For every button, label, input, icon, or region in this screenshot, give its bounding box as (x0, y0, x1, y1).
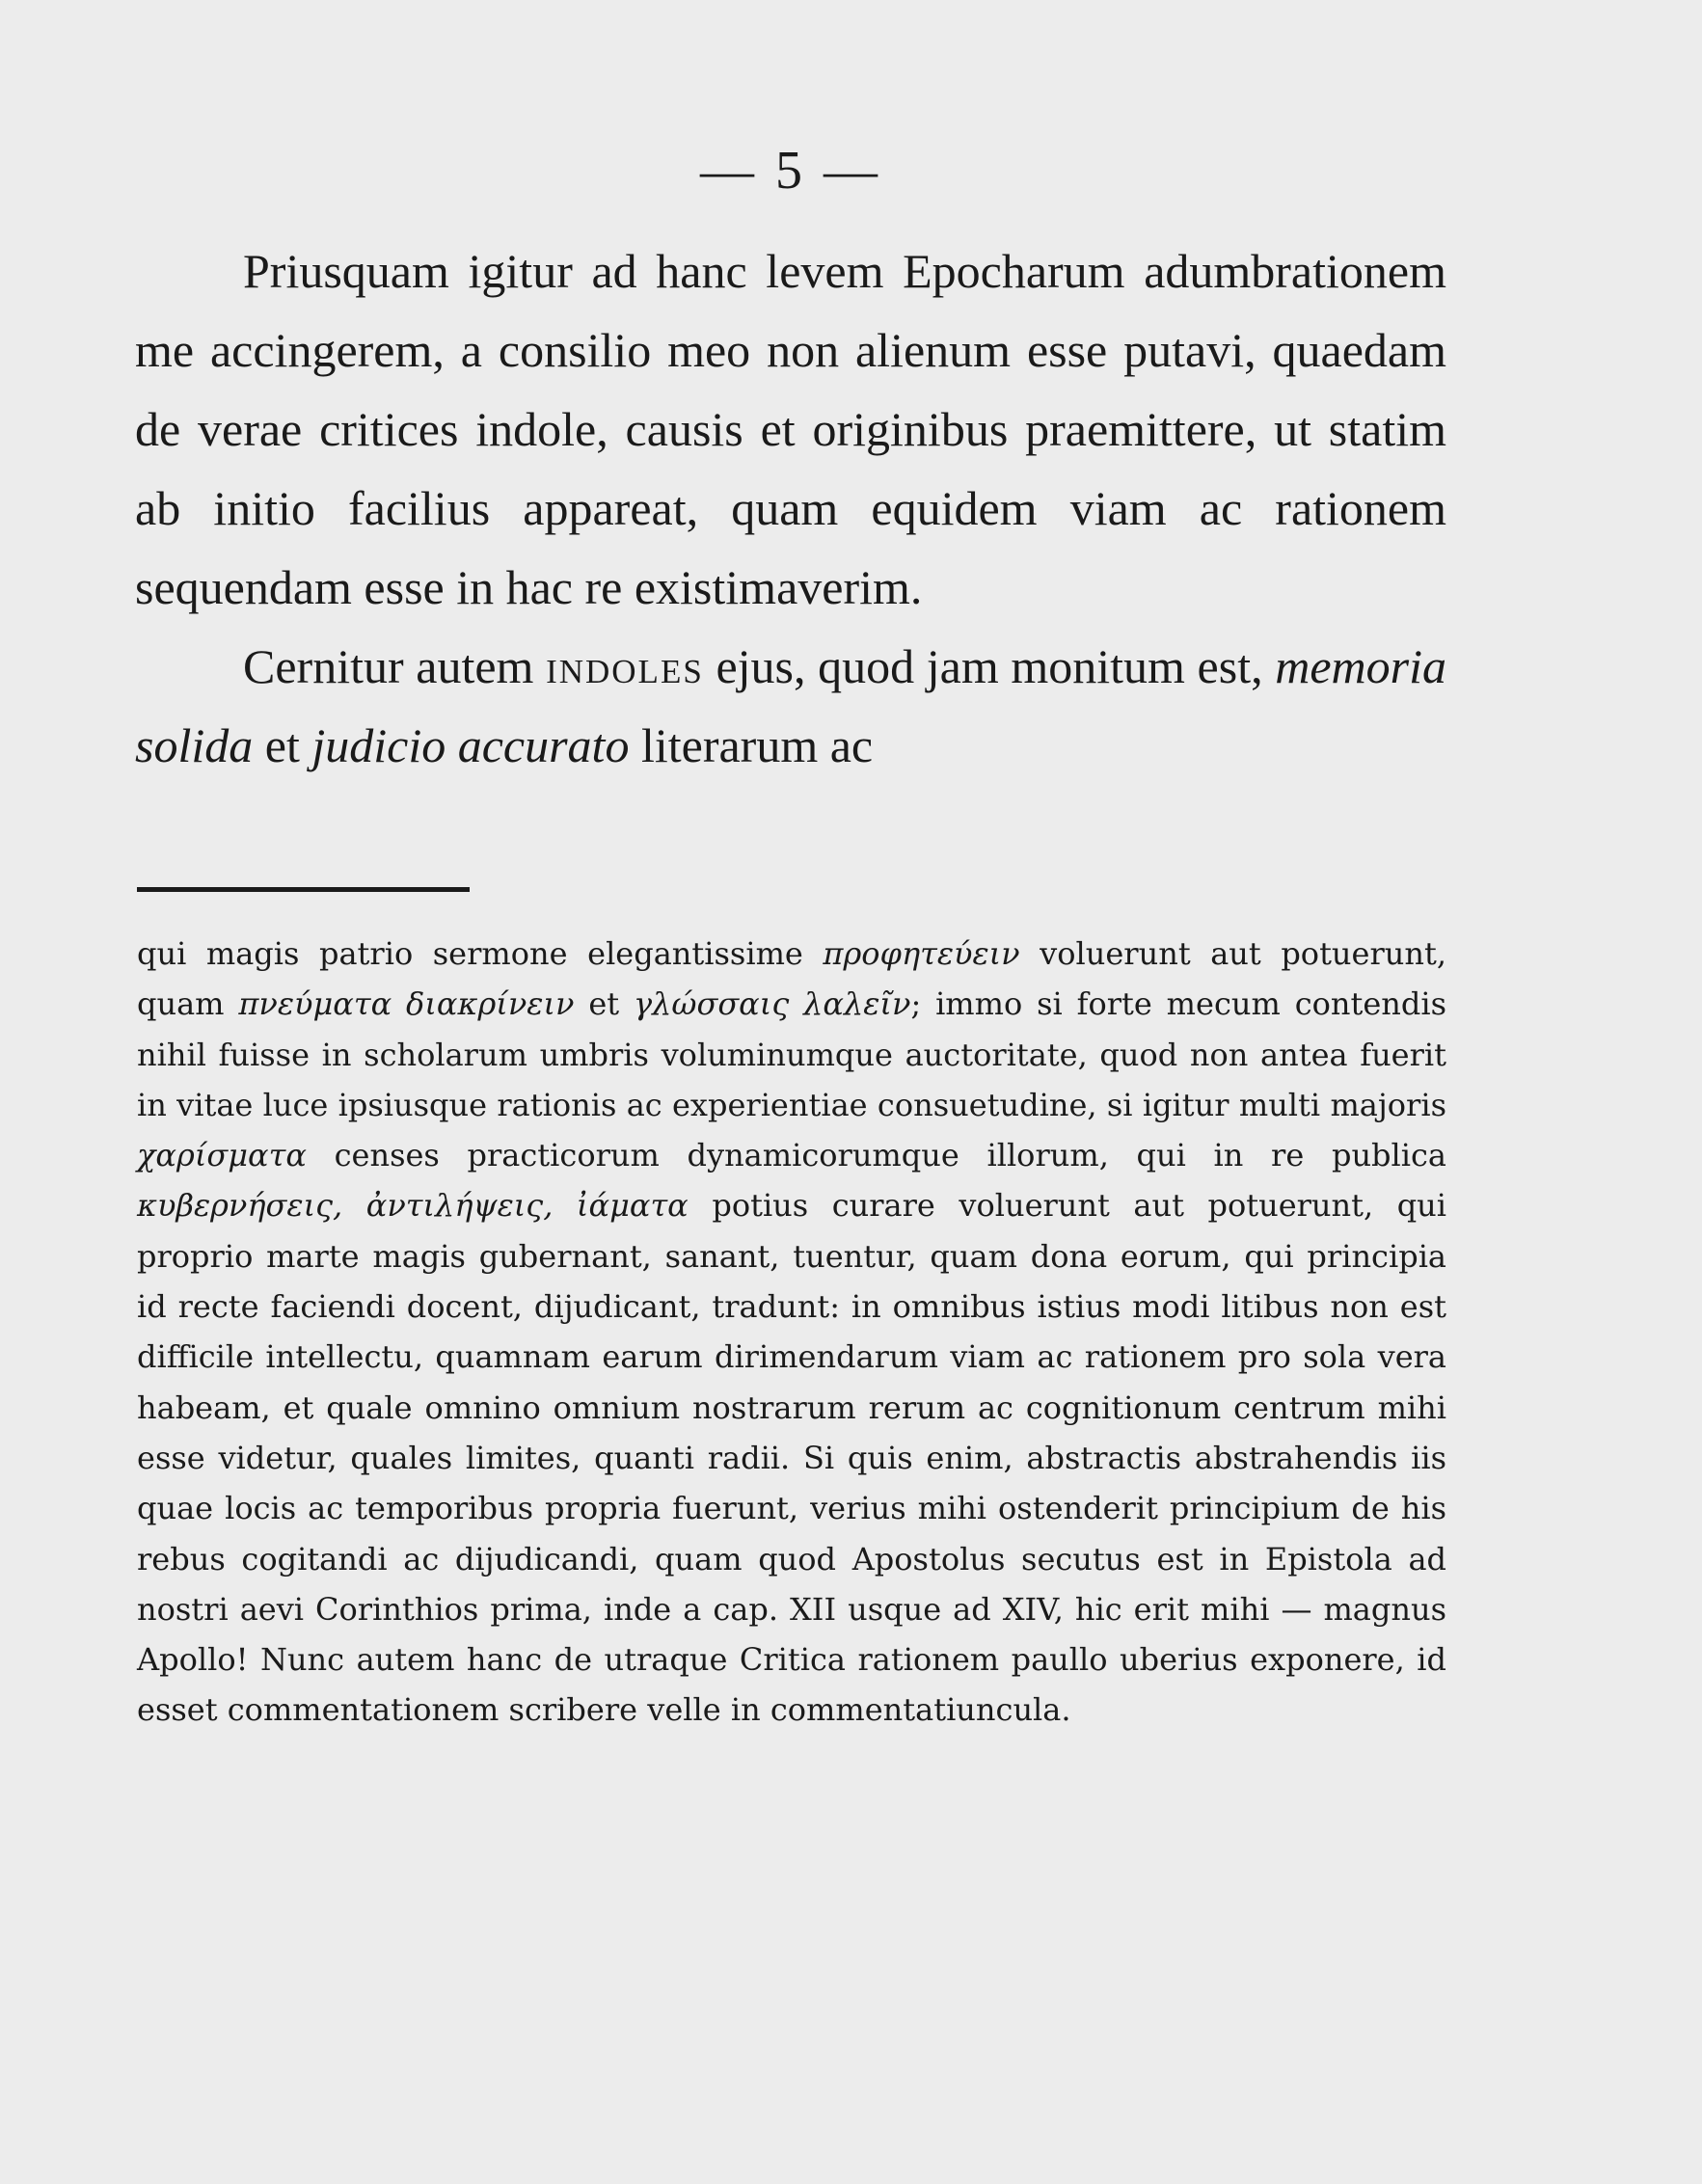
greek-pneumata-diakrinein: πνεύματα διακρίνειν (238, 985, 575, 1023)
paragraph-2-text-a: Cernitur autem (243, 639, 534, 693)
footnote-text-3: et (588, 985, 620, 1023)
footnote-text-1: qui magis patrio sermone elegantissime (137, 935, 803, 972)
paragraph-2-text-b: ejus, quod jam monitum est, (716, 639, 1263, 693)
footnote (137, 929, 1446, 1736)
greek-prophetevein: προφητεύειν (823, 935, 1020, 972)
paragraph-1: Priusquam igitur ad hanc levem Epocharum adumbrationem me accingerem, a consilio meo non alienum esse putavi, quaedam de verae critices indole, causis et originibus praemittere, ut statim ab initio facilius appareat, quam equidem viam ac rationem sequendam esse in hac re existimaverim. (135, 244, 1446, 614)
paragraph-2-text-c: et (264, 718, 300, 772)
footnote-text-5: censes practicorum dynamicorumque illorum, qui in re publica (334, 1137, 1446, 1174)
footnote-paragraph (137, 929, 1446, 1736)
main-text (135, 231, 1446, 785)
paragraph-2 (135, 627, 1446, 785)
italic-memoria-solida: memoria solida (135, 639, 1447, 772)
footnote-text-2: voluerunt aut potuerunt, quam (137, 935, 1447, 1023)
page-number: — 5 — (700, 141, 881, 201)
footnote-rule (137, 887, 470, 892)
italic-judicio-accurato: judicio accurato (311, 718, 630, 772)
greek-charismata: χαρίσματα (137, 1137, 307, 1174)
greek-kyberneseis: κυβερνήσεις, ἀντιλήψεις, ἰάματα (137, 1187, 689, 1225)
paragraph-2-text-d: literarum ac (640, 718, 874, 772)
indoles-smallcaps: indoles (546, 639, 704, 693)
greek-glossais-lalein: γλώσσαις λαλεῖν (633, 985, 911, 1023)
footnote-text-6: potius curare voluerunt aut potuerunt, qui proprio marte magis gubernant, sanant, tuentur, quam dona eorum, qui principia id recte faciendi docent, dijudicant, tradunt: in omnibus istius modi litibus non est difficile intellectu, quamnam earum dirimendarum viam ac rationem pro sola vera habeam, et quale omnino omnium nostrarum rerum ac cognitionum centrum mihi esse videtur, quales limites, quanti radii. Si quis enim, abstractis abstrahendis iis quae locis ac temporibus propria fuerunt, verius mihi ostenderit principium de his rebus cogitandi ac dijudicandi, quam quod Apostolus secutus est in Epistola ad nostri aevi Corinthios prima, inde a cap. XII usque ad XIV, hic erit mihi — magnus Apollo! Nunc autem hanc de utraque Critica rationem paullo uberius exponere, id esset commentationem scribere velle in commentatiuncula. (137, 1187, 1447, 1729)
footnote-text-4: ; immo si forte mecum contendis nihil fuisse in scholarum umbris voluminumque auctoritate, quod non antea fuerit in vitae luce ipsiusque rationis ac experientiae consuetudine, si igitur multi majoris (137, 985, 1447, 1123)
